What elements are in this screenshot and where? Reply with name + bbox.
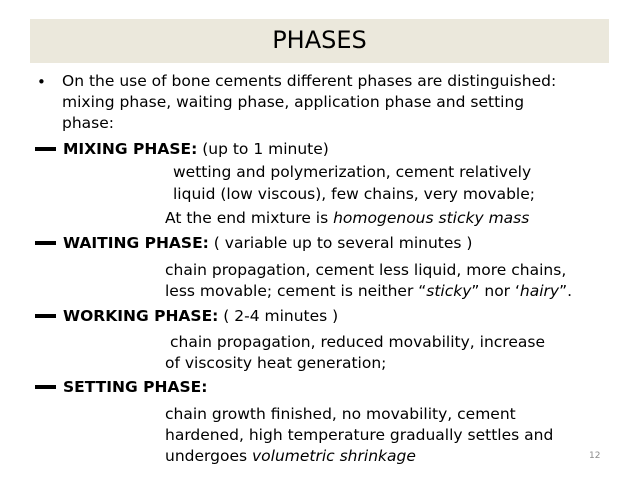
mixing-phase-heading: [35, 139, 329, 159]
dash-marker: [35, 147, 56, 151]
working-phase-duration: ( 2-4 minutes ): [218, 307, 339, 325]
waiting-line-2-text: less movable; cement is neither “: [165, 282, 427, 300]
setting-line-3-emphasis: volumetric shrinkage: [251, 447, 416, 465]
setting-line-1: chain growth finished, no movability, cement: [165, 405, 516, 423]
waiting-line-2-emphasis-1: sticky: [426, 282, 472, 300]
waiting-phase-heading: [35, 233, 472, 253]
waiting-line-2-end: ”.: [559, 282, 573, 300]
intro-line-2: mixing phase, waiting phase, application phase and setting: [62, 93, 525, 111]
setting-phase-label: SETTING PHASE:: [63, 378, 208, 396]
mixing-line-2: liquid (low viscous), few chains, very movable;: [173, 185, 535, 203]
waiting-line-2-mid: ” nor ‘: [471, 282, 520, 300]
title-band: [30, 19, 609, 63]
bullet-dot: •: [37, 73, 46, 91]
dash-marker: [35, 314, 56, 318]
slide-title: PHASES: [272, 26, 367, 54]
setting-phase-heading: [35, 377, 207, 397]
working-phase-heading: [35, 306, 338, 326]
setting-line-3-text: undergoes: [165, 447, 252, 465]
intro-line-3: phase:: [62, 114, 114, 132]
mixing-line-3: [165, 208, 529, 228]
waiting-line-2-emphasis-2: hairy: [519, 282, 560, 300]
mixing-phase-duration: (up to 1 minute): [197, 140, 329, 158]
mixing-line-3-text: At the end mixture is: [165, 209, 334, 227]
page-number: 12: [589, 451, 601, 461]
intro-line-1: On the use of bone cements different phases are distinguished:: [62, 72, 557, 90]
working-line-2: of viscosity heat generation;: [165, 354, 387, 372]
dash-marker: [35, 385, 56, 389]
setting-line-3: [165, 446, 416, 466]
working-phase-label: WORKING PHASE:: [63, 307, 219, 325]
mixing-phase-label: MIXING PHASE:: [63, 140, 198, 158]
setting-line-2: hardened, high temperature gradually settles and: [165, 426, 554, 444]
waiting-line-2: [165, 281, 572, 301]
waiting-line-1: chain propagation, cement less liquid, more chains,: [165, 261, 567, 279]
waiting-phase-duration: ( variable up to several minutes ): [208, 234, 473, 252]
waiting-phase-label: WAITING PHASE:: [63, 234, 209, 252]
mixing-line-3-emphasis: homogenous sticky mass: [333, 209, 530, 227]
dash-marker: [35, 241, 56, 245]
mixing-line-1: wetting and polymerization, cement relatively: [173, 163, 532, 181]
working-line-1: chain propagation, reduced movability, increase: [170, 333, 545, 351]
